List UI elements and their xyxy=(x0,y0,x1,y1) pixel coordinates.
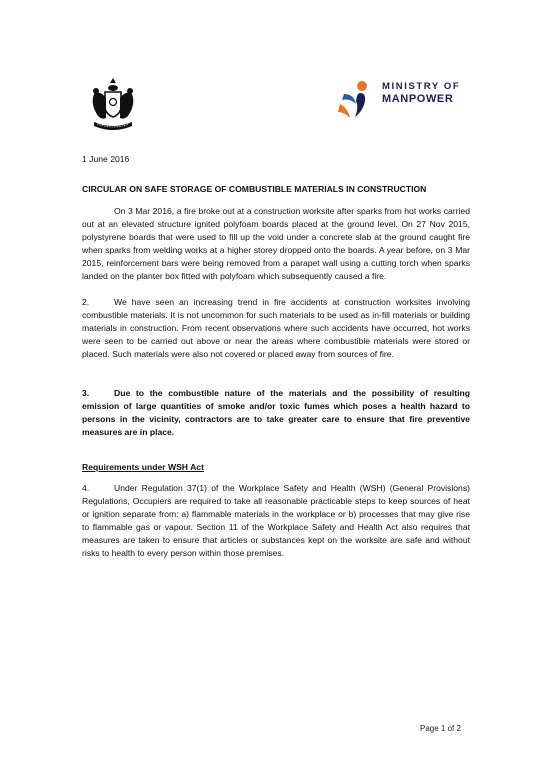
page-number: Page 1 of 2 xyxy=(420,724,461,733)
mom-logo-text xyxy=(382,80,460,106)
mom-logo-mark-icon xyxy=(330,78,378,122)
paragraph-text: Under Regulation 37(1) of the Workplace Safety and Health (WSH) (General Provisions) Regulations, Occupiers are required to take all reasonable practicable steps to keep sources of heat or ignition separate from: a) flammable materials in the workplace or b) processes that may give rise to flammable gas or vapour. Section 11 of the Workplace Safety and Health Act also requires that measures are taken to ensure that articles or substances kept on the worksite are safe and without risks to health to every person within those premises. xyxy=(82,483,470,558)
paragraph-number: 3. xyxy=(82,388,90,398)
logo-line2: MANPOWER xyxy=(382,93,454,105)
paragraph-text: Due to the combustible nature of the materials and the possibility of resulting emission of large quantities of smoke and/or toxic fumes which poses a health hazard to persons in the vicinity, contractors are to take greater care to ensure that fire preventive measures are in place. xyxy=(82,388,470,437)
paragraph-3 xyxy=(82,387,470,439)
mom-logo xyxy=(330,78,470,122)
paragraph-number: 2. xyxy=(82,297,90,307)
paragraph-4 xyxy=(82,482,470,560)
paragraph-1: On 3 Mar 2016, a fire broke out at a construction worksite after sparks from hot works carried out at an elevated structure ignited polyfoam boards placed at the ground level. On 27 Nov 2015, polystyrene boards that were used to fill up the void under a concrete slab at the ground caught fire when sparks from welding works at a higher storey dropped onto the boards. A year before, on 3 Mar 2015, reinforcement bars were being removed from a parapet wall using a cutting torch when sparks landed on the planter box fitted with polyfoam which subsequently caused a fire. xyxy=(82,206,470,281)
circular-title: CIRCULAR ON SAFE STORAGE OF COMBUSTIBLE MATERIALS IN CONSTRUCTION xyxy=(82,184,427,194)
section-heading: Requirements under WSH Act xyxy=(82,462,204,472)
paragraph-number: 4. xyxy=(82,483,90,493)
circular-date: 1 June 2016 xyxy=(82,154,130,164)
coat-of-arms-icon xyxy=(88,74,138,134)
logo-line1: MINISTRY OF xyxy=(382,81,461,92)
paragraph-text: We have seen an increasing trend in fire accidents at construction worksites involving combustible materials. It is not uncommon for such materials to be used as in-fill materials or building materials in construction. From recent observations where such accidents have occurred, hot works were seen to be carried out above or near the areas where combustible materials were stored or placed. Such materials were also not covered or placed away from sources of fire. xyxy=(82,297,470,359)
paragraph-2 xyxy=(82,296,470,361)
